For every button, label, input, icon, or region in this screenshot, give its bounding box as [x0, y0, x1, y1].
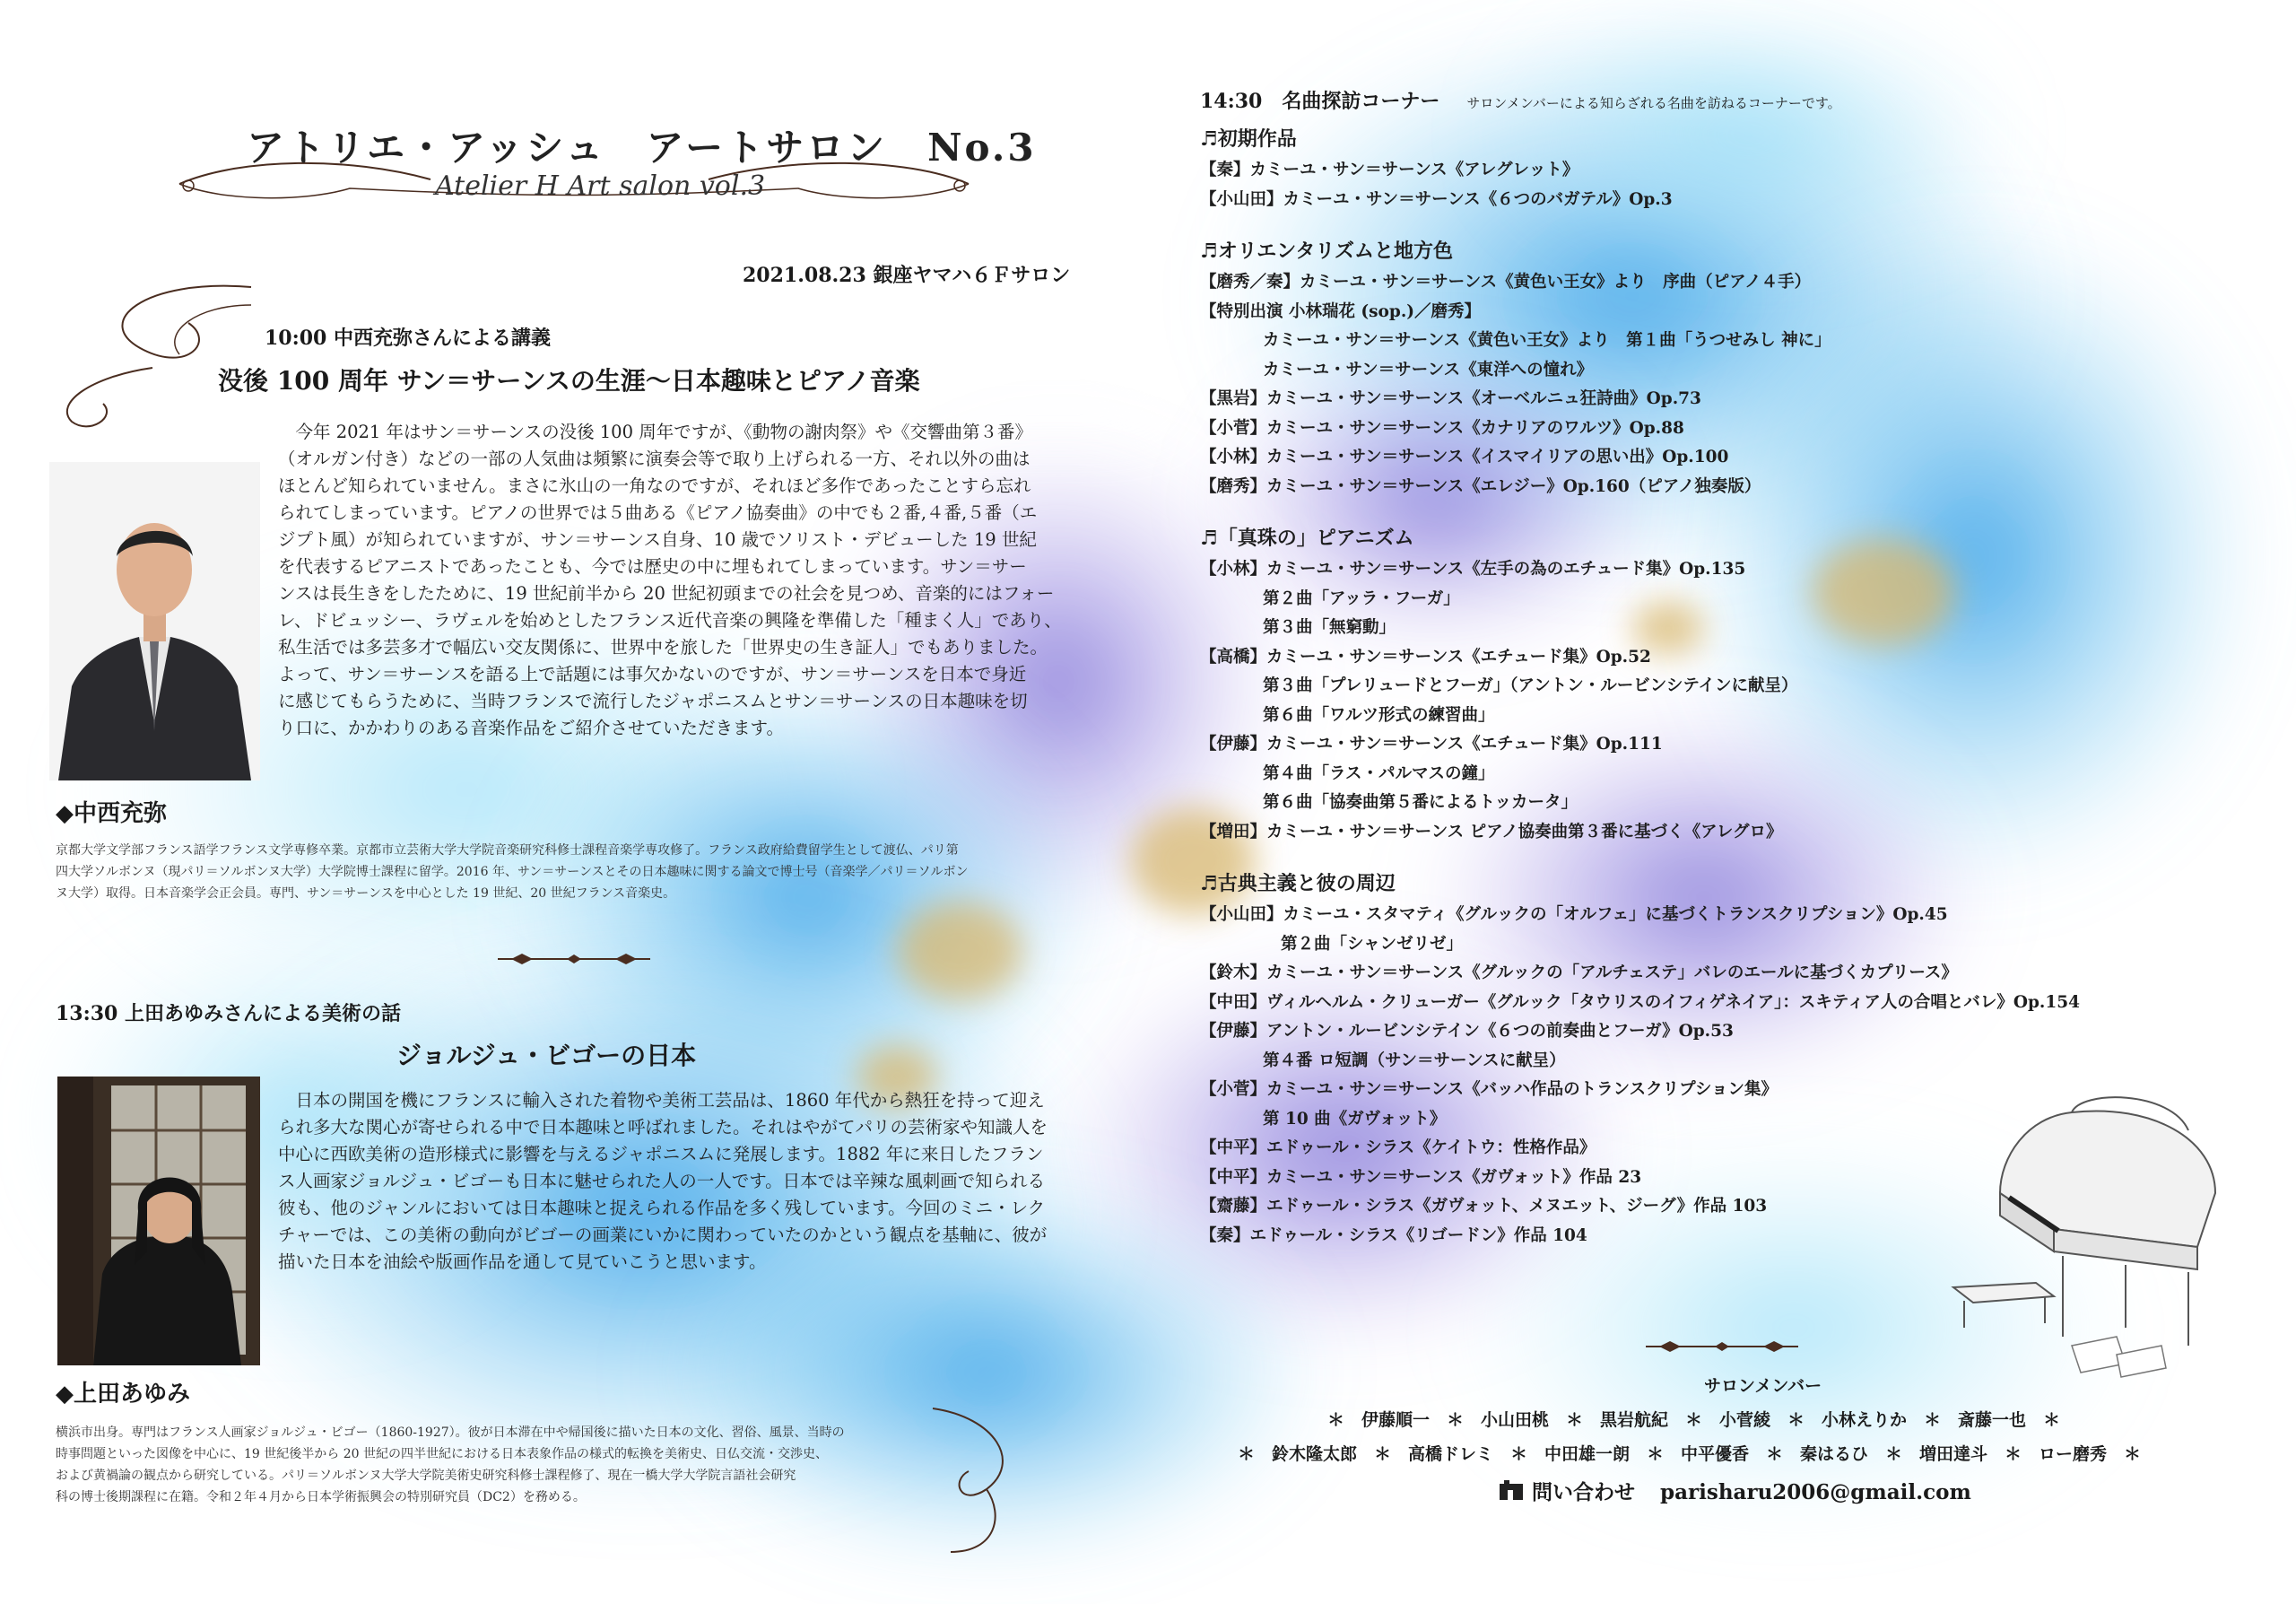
- program-item: 【小山田】カミーユ・サン＝サーンス《６つのバガテル》Op.3: [1200, 189, 1673, 209]
- program-item: 【磨秀】カミーユ・サン＝サーンス《エレジー》Op.160（ピアノ独奏版）: [1200, 476, 1761, 496]
- contact-line: [1498, 1476, 1971, 1505]
- members-divider: [1641, 1335, 1803, 1358]
- speaker2-photo: [57, 1077, 260, 1365]
- lecture1-paragraph: 今年 2021 年はサン＝サーンスの没後 100 周年ですが、《動物の謝肉祭》や《交響曲第３番》 （オルガン付き）などの一部の人気曲は頻繁に演奏会等で取り上げられる一方、それ以外の曲は ほとんど知られていません。まさに氷山の一角なのですが、それほど多作であったことすら忘れ られてしまっています。ピアノの世界では５曲ある《ピアノ協奏曲》の中でも２番,４番,５番（エ ジプト風）が知られていますが、サン＝サーンス自身、10 歳でソリスト・デビューした 19 世紀 を代表するピアニストであったことも、今では歴史の中に埋もれてしまっています。サン＝サー ンスは長生きをしたために、19 世紀前半から 20 世紀初頭までの社会を見つめ、音楽的にはフォー レ、ドビュッシー、ラヴェルを始めとしたフランス近代音楽の興隆を準備した「種まく人」であり、 私生活では多芸多才で幅広い交友関係に、世界中を旅した「世界史の生き証人」でもありました。 よって、サン＝サーンスを語る上で話題には事欠かないのですが、サン＝サーンスを日本で身近 に感じてもらうために、当時フランスで流行したジャポニスムとサン＝サーンスの日本趣味を切 り口に、かかわりのある音楽作品をご紹介させていただきます。: [278, 422, 1062, 738]
- members-row-2: ＊ 鈴木隆太郎 ＊ 高橋ドレミ ＊ 中田雄一朗 ＊ 中平優香 ＊ 秦はるひ ＊ 増田達斗 ＊ ロー磨秀 ＊: [1238, 1444, 2142, 1464]
- program-item: 【伊藤】アントン・ルービンシテイン《６つの前奏曲とフーガ》Op.53: [1200, 1022, 1734, 1041]
- program-item: 【中平】エドゥール・シラス《ケイトウ：性格作品》: [1200, 1138, 1596, 1157]
- program-section-title: ♬古典主義と彼の周辺: [1200, 872, 1396, 895]
- speaker2-bio: 横浜市出身。専門はフランス人画家ジョルジュ・ビゴー（1860-1927）。彼が日本滞在中や帰国後に描いた日本の文化、習俗、風景、当時の 時事問題といった図像を中心に、19 世紀後半から 20 世紀の四半世紀における日本表象作品の様式的転換を美術史、日仏交流・交渉史、 および黄禍論の観点から研究している。パリ＝ソルボンヌ大学大学院美術史研究科修士課程修了、現在一橋大学大学院言語社会研究 科の博士後期課程に在籍。令和２年４月から日本学術振興会の特別研究員（DC2）を務める。: [56, 1425, 845, 1504]
- program-section-title: ♬オリエンタリズムと地方色: [1200, 240, 1453, 263]
- program-section-title: ♬初期作品: [1200, 127, 1297, 151]
- lecture1-time: 10:00 中西充弥さんによる講義: [265, 327, 552, 350]
- program-item: 第６曲「協奏曲第５番によるトッカータ」: [1263, 793, 1578, 812]
- corner-header: [1200, 86, 1841, 114]
- program-item: 第２曲「シャンゼリゼ」: [1281, 934, 1463, 954]
- program-item: 【小山田】カミーユ・スタマティ《グルックの「オルフェ」に基づくトランスクリプション》Op.45: [1200, 905, 1948, 924]
- corner-note: サロンメンバーによる知らざれる名曲を訪ねるコーナーです。: [1466, 95, 1841, 111]
- program-item: 【秦】カミーユ・サン＝サーンス《アレグレット》: [1200, 161, 1579, 179]
- speaker2-name: ◆上田あゆみ: [56, 1381, 190, 1408]
- program-item: 【伊藤】カミーユ・サン＝サーンス《エチュード集》Op.111: [1200, 735, 1663, 754]
- bottom-flourish: [915, 1399, 1040, 1561]
- contact-email[interactable]: parisharu2006@gmail.com: [1660, 1480, 1971, 1504]
- speaker1-bio: 京都大学文学部フランス語学フランス文学専修卒業。京都市立芸術大学大学院音楽研究科修士課程音楽学専攻修了。フランス政府給費留学生として渡仏、パリ第 四大学ソルボンヌ（現パリ＝ソルボンヌ大学）大学院博士課程に留学。2016 年、サン＝サーンスとその日本趣味に関する論文で博士号（音楽学／パリ＝ソルボン ヌ大学）取得。日本音楽学会正会員。専門、サン＝サーンスを中心とした 19 世紀、20 世紀フランス音楽史。: [56, 843, 969, 901]
- program-item: 【中平】カミーユ・サン＝サーンス《ガヴォット》作品 23: [1200, 1167, 1642, 1187]
- program-item: 【齋藤】エドゥール・シラス《ガヴォット、メヌエット、ジーグ》作品 103: [1200, 1197, 1768, 1216]
- program-item: 【小菅】カミーユ・サン＝サーンス《バッハ作品のトランスクリプション集》: [1200, 1080, 1778, 1099]
- lecture1-title: 没後 100 周年 サン＝サーンスの生涯～日本趣味とピアノ音楽: [218, 366, 920, 396]
- program-item: 【秦】エドゥール・シラス《リゴードン》作品 104: [1200, 1225, 1587, 1245]
- contact-label: 問い合わせ: [1532, 1480, 1636, 1504]
- members-title: サロンメンバー: [1704, 1376, 1822, 1396]
- lecture2-time: 13:30 上田あゆみさんによる美術の話: [56, 1002, 402, 1025]
- program-item: 第２曲「アッラ・フーガ」: [1263, 588, 1460, 608]
- left-flourish: [36, 269, 269, 449]
- piano-illustration: [1946, 1094, 2242, 1382]
- program-item: 【特別出演 小林瑞花 (sop.)／磨秀】: [1200, 301, 1482, 321]
- members-row-1: ＊ 伊藤順一 ＊ 小山田桃 ＊ 黒岩航紀 ＊ 小菅綾 ＊ 小林えりか ＊ 斎藤一也 ＊: [1327, 1410, 2061, 1430]
- contact-icon: [1498, 1480, 1525, 1502]
- section-divider: [493, 947, 655, 971]
- program-item: 第４曲「ラス・パルマスの鐘」: [1263, 763, 1495, 783]
- lecture2-title: ジョルジュ・ビゴーの日本: [396, 1041, 697, 1070]
- program-item: カミーユ・サン＝サーンス《東洋への憧れ》: [1263, 360, 1594, 379]
- program-item: 【増田】カミーユ・サン＝サーンス ピアノ協奏曲第３番に基づく《アレグロ》: [1200, 822, 1783, 841]
- program-item: 第４番 ロ短調（サン＝サーンスに献呈）: [1263, 1050, 1566, 1070]
- speaker1-name: ◆中西充弥: [56, 800, 167, 827]
- lecture2-paragraph: 日本の開国を機にフランスに輸入された着物や美術工芸品は、1860 年代から熱狂を持って迎え られ多大な関心が寄せられる中で日本趣味と呼ばれました。それはやがてパリの芸術家や知識人を 中心に西欧美術の造形様式に影響を与えるジャポニスムに発展します。1882 年に来日したフラン ス人画家ジョルジュ・ビゴーも日本に魅せられた人の一人です。日本では辛辣な風刺画で知られる 彼も、他のジャンルにおいては日本趣味と捉えられる作品を多く残しています。今回のミニ・レク チャーでは、この美術の動向がビゴーの画業にいかに関わっていたのかという観点を基軸に、彼が 描いた日本を油絵や版画作品を通して見ていこうと思います。: [278, 1090, 1048, 1272]
- page-subtitle: Atelier H Art salon vol.3: [435, 170, 766, 202]
- program-item: 【黒岩】カミーユ・サン＝サーンス《オーベルニュ狂詩曲》Op.73: [1200, 389, 1701, 408]
- program-list: [1200, 122, 2276, 1251]
- program-item: 【小林】カミーユ・サン＝サーンス《左手の為のエチュード集》Op.135: [1200, 560, 1746, 579]
- corner-title: 14:30 名曲探訪コーナー: [1200, 90, 1440, 113]
- program-item: 【小林】カミーユ・サン＝サーンス《イスマイリアの思い出》Op.100: [1200, 448, 1729, 466]
- program-item: 【磨秀／秦】カミーユ・サン＝サーンス《黄色い王女》より 序曲（ピアノ４手）: [1200, 273, 1812, 292]
- program-item: 第６曲「ワルツ形式の練習曲」: [1263, 705, 1495, 725]
- program-item: 第３曲「プレリュードとフーガ」（アントン・ルービンシテインに献呈）: [1263, 676, 1798, 695]
- program-section-title: ♬「真珠の」ピアニズム: [1200, 527, 1414, 550]
- program-item: 【中田】ヴィルヘルム・クリューガー《グルック「タウリスのイフィゲネイア」：スキティア人の合唱とバレ》Op.154: [1200, 992, 2080, 1012]
- program-item: 第３曲「無窮動」: [1263, 618, 1396, 637]
- program-item: 第 10 曲《ガヴォット》: [1263, 1109, 1447, 1129]
- program-item: 【高橋】カミーユ・サン＝サーンス《エチュード集》Op.52: [1200, 647, 1651, 667]
- event-date: 2021.08.23 銀座ヤマハ６Ｆサロン: [743, 264, 1071, 287]
- speaker1-photo: [49, 462, 260, 780]
- program-item: 【小菅】カミーユ・サン＝サーンス《カナリアのワルツ》Op.88: [1200, 418, 1684, 438]
- program-item: カミーユ・サン＝サーンス《黄色い王女》より 第１曲「うつせみし 神に」: [1263, 331, 1831, 350]
- page-title: アトリエ・アッシュ アートサロン No.3: [247, 126, 1037, 170]
- program-item: 【鈴木】カミーユ・サン＝サーンス《グルックの「アルチェステ」バレのエールに基づくカプリース》: [1200, 963, 1958, 982]
